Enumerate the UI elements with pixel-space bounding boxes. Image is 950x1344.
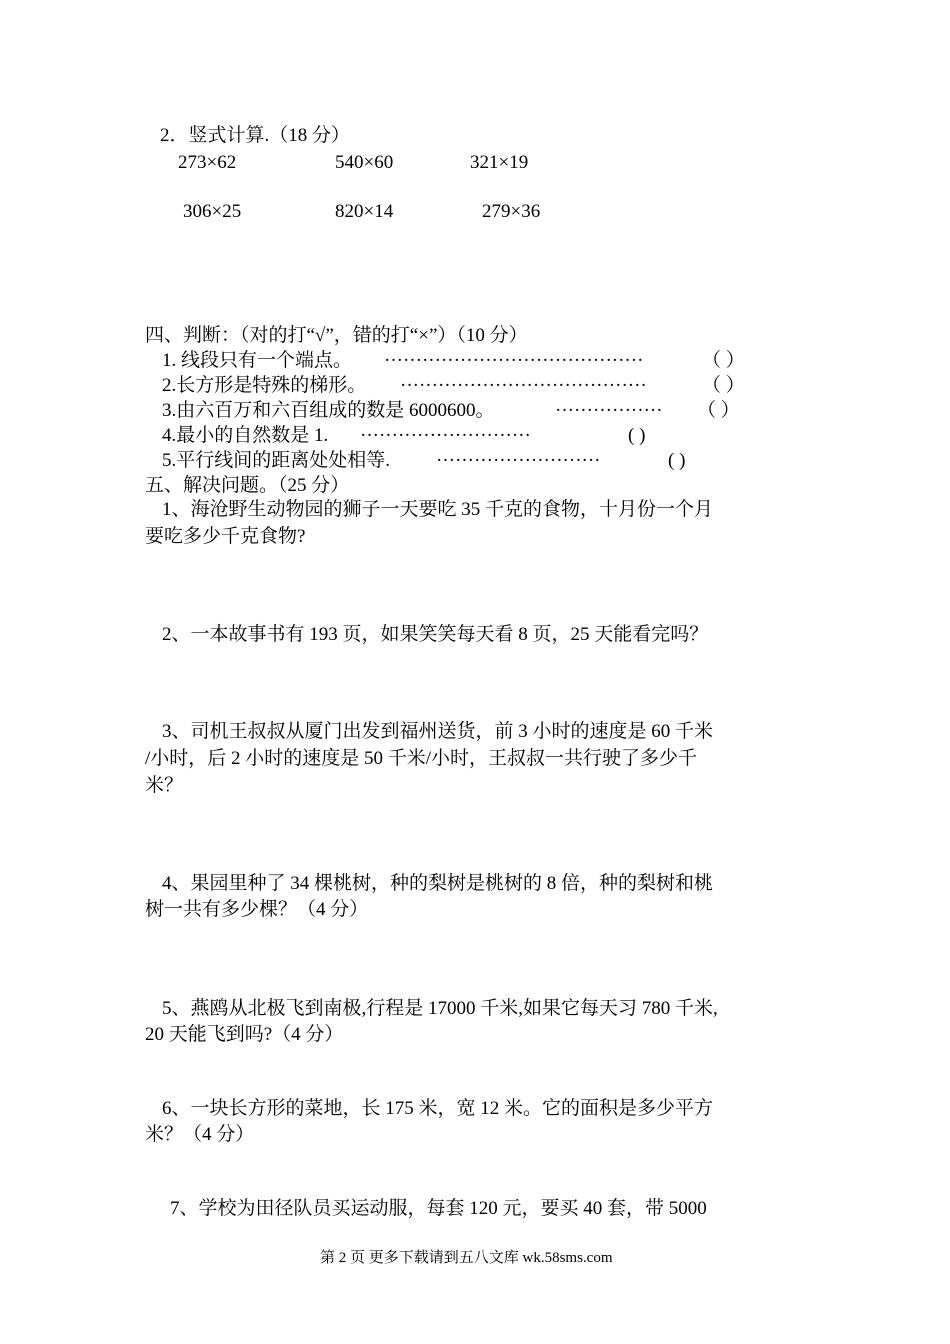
question-line: 4、果园里种了 34 棵桃树，种的梨树是桃树的 8 倍，种的梨树和桃 xyxy=(162,873,714,894)
judge-item-paren: （ ） xyxy=(697,400,740,421)
solve-section-title: 五、解决问题。（25 分） xyxy=(145,475,350,496)
judge-item-dots: ·························· xyxy=(436,450,601,471)
judge-item-dots: ··························· xyxy=(360,425,531,446)
calc-section-title: 2．竖式计算.（18 分） xyxy=(160,125,351,146)
question-line: 米？ xyxy=(145,775,184,796)
calc-problem: 273×62 xyxy=(178,152,237,173)
calc-problem: 540×60 xyxy=(335,152,394,173)
question-line: 20 天能飞到吗?（4 分） xyxy=(145,1024,344,1045)
judge-item-text: 2.长方形是特殊的梯形。 xyxy=(162,375,367,396)
question-line: /小时，后 2 小时的速度是 50 千米/小时，王叔叔一共行驶了多少千 xyxy=(145,748,698,769)
calc-problem: 820×14 xyxy=(335,201,394,222)
question-line: 树一共有多少棵？（4 分） xyxy=(145,899,369,920)
judge-item-text: 1. 线段只有一个端点。 xyxy=(162,350,353,371)
judge-item-dots: ······································· xyxy=(400,375,647,396)
judge-item-paren: （ ） xyxy=(702,350,745,371)
calc-problem: 279×36 xyxy=(482,201,541,222)
question-line: 米？（4 分） xyxy=(145,1124,255,1145)
judge-item-dots: ········································· xyxy=(384,350,644,371)
judge-item-dots: ················· xyxy=(555,400,663,421)
judge-item-text: 3.由六百万和六百组成的数是 6000600。 xyxy=(162,400,495,421)
question-line: 要吃多少千克食物? xyxy=(145,526,306,547)
calc-problem: 306×25 xyxy=(183,201,242,222)
judge-item-paren: ( ) xyxy=(628,425,646,446)
judge-section-title: 四、判断：（对的打“√”，错的打“×”）（10 分） xyxy=(145,325,528,346)
question-line: 7、学校为田径队员买运动服，每套 120 元，要买 40 套，带 5000 xyxy=(170,1198,707,1219)
judge-item-paren: （ ） xyxy=(702,375,745,396)
page-footer: 第 2 页 更多下载请到五八文库 wk.58sms.com xyxy=(320,1250,613,1266)
question-line: 2、一本故事书有 193 页，如果笑笑每天看 8 页，25 天能看完吗？ xyxy=(162,624,709,645)
judge-item-text: 5.平行线间的距离处处相等. xyxy=(162,450,391,471)
judge-item-text: 4.最小的自然数是 1. xyxy=(162,425,329,446)
question-line: 1、海沧野生动物园的狮子一天要吃 35 千克的食物，十月份一个月 xyxy=(162,499,714,520)
question-line: 3、司机王叔叔从厦门出发到福州送货，前 3 小时的速度是 60 千米 xyxy=(162,721,714,742)
question-line: 6、一块长方形的菜地，长 175 米，宽 12 米。它的面积是多少平方 xyxy=(162,1098,714,1119)
judge-item-paren: ( ) xyxy=(668,450,686,471)
question-line: 5、燕鸥从北极飞到南极,行程是 17000 千米,如果它每天习 780 千米, xyxy=(162,998,718,1019)
calc-problem: 321×19 xyxy=(470,152,529,173)
